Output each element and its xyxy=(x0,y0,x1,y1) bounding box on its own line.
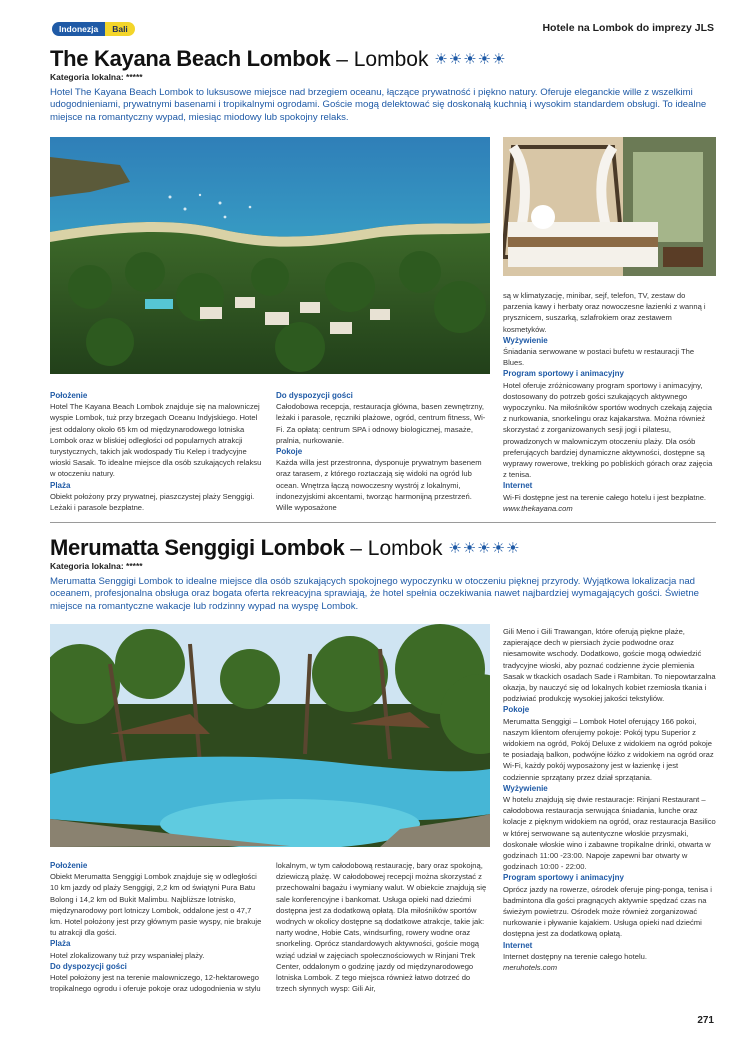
hotel-2-title xyxy=(50,535,521,562)
section-text: Obiekt Merumatta Senggigi Lombok znajduje się w odległości 10 km jazdy od plaży Senggigi, 2,2 km od świątyni Pura Batu Bolong i 14,2 km od Bukit Malimbu. Najbliższe lotnisko, międzynarodowy port lotniczy Lombok, oddalone jest o 47,7 km. Hotel położony jest przy głównym pasie wyspy, nie brakuje tu atrakcji dla gości. xyxy=(50,872,262,938)
section-heading: Program sportowy i animacyjny xyxy=(503,369,624,379)
section-heading: Położenie xyxy=(50,861,88,870)
section-heading: Pokoje xyxy=(503,705,530,715)
hotel-1-column-1 xyxy=(50,390,265,513)
section-text: Całodobowa recepcja, restauracja główna, basen zewnętrzny, leżaki i parasole, ręczniki plażowe, ogród, centrum fitness, Wi-Fi. Za opłatą: centrum SPA i odnowy biologicznej, masaże, pralnia, nurkowanie. xyxy=(276,402,486,445)
hotel-2-column-1 xyxy=(50,860,265,994)
section-text: lokalnym, w tym całodobową restaurację, bary oraz spokojną, dziewiczą plażę. W całodobowej recepcji można skorzystać z przechowalni bagażu i wymiany walut. W obiekcie znajdują się sale konferencyjne i bankomat. Usługa opieki nad dziećmi dostępna jest za dodatkową opłatą. Dla miłośników sportów wodnych w okolicy dostępne są dodatkowe atrakcje, takie jak: narty wodne, Hobie Cats, windsurfing, rowery wodne oraz snorkeling. Oprócz standardowych aktywności, goście mogą wziąć udział w zajęciach społecznościowych w Rinjani Trek Center, oddalonym o godzinę jazdy od międzynarodowego lotniska Lombok. Z tego miejsca również łatwo dotrzeć do trzech słynnych wysp: Gili Air, xyxy=(276,861,487,994)
section-text: Hotel położony jest na terenie malowniczego, 12-hektarowego tropikalnego ogrodu i oferuje pokoje oraz udogodnienia w stylu xyxy=(50,973,261,994)
section-text: Hotel zlokalizowany tuż przy wspaniałej plaży. xyxy=(50,950,205,960)
hotel-2-intro: Merumatta Senggigi Lombok to idealne miejsce dla osób szukających spokojnego wypoczynku w otoczeniu pięknej przyrody. Wyjątkowa lokalizacja nad oceanem, profesjonalna obsługa oraz bogata oferta rekreacyjna sprawiają, że hotel spełnia oczekiwania nawet najbardziej wymagających gości. Świetne miejsce na romantyczne wakacje lub rodzinny wypad na wyspę Lombok. xyxy=(50,576,700,612)
hotel-1-name: The Kayana Beach Lombok xyxy=(50,46,331,71)
section-heading: Pokoje xyxy=(276,447,303,457)
section-text: W hotelu znajdują się dwie restauracje: Rinjani Restaurant – całodobowa restauracja serwująca śniadania, lunche oraz kolacje z pięknym widokiem na ogród, oraz restauracja Basilico w której serwowane są autentyczne włoskie przysmaki, doskonałe włoskie wino i zabawne tropikalne drinki, otwarta w godzinach 11:00 -23:00. Napoje zapewni bar otwarty w godzinach 10:00 - 22:00. xyxy=(503,795,716,872)
section-text: Hotel The Kayana Beach Lombok znajduje się na malowniczej wyspie Lombok, tuż przy brzegach Oceanu Indyjskiego. Hotel jest oddalony około 65 km od międzynarodowego lotniska Lombok oraz w bliskiej odległości od popularnych atrakcji turystycznych, takich jak wodospady Tiu Kelep i tradycyjne wioski Sasak. To idealne miejsce dla osób szukających relaksu w otoczeniu natury. xyxy=(50,402,262,479)
section-heading: Wyżywienie xyxy=(503,335,548,345)
hotel-1-website-link[interactable]: www.thekayana.com xyxy=(503,503,573,513)
hotel-2-pool-photo xyxy=(50,624,490,847)
section-text: Obiekt położony przy prywatnej, piaszczystej plaży Senggigi. Leżaki i parasole bezpłatne. xyxy=(50,491,255,513)
section-heading: Plaża xyxy=(50,939,71,949)
section-text: Internet dostępny na terenie całego hotelu. xyxy=(503,951,647,961)
section-divider xyxy=(50,522,716,523)
hotel-1-room-photo xyxy=(503,137,716,276)
section-text: Merumatta Senggigi – Lombok Hotel oferujący 166 pokoi, naszym klientom oferujemy pokoje: Pokój typu Superior z widokiem na ogród, Pokój Deluxe z widokiem na ogród pokoje te posiadają balkon, podwójne łóżko z widokiem na ogród oraz Wi-Fi, każdy pokój wyposażony jest w łazienkę i jest codziennie sprzątany przez dział sprzątania. xyxy=(503,716,714,782)
hotel-1-category: Kategoria lokalna: ***** xyxy=(50,72,143,82)
section-heading: Internet xyxy=(503,481,533,491)
hotel-2-name: Merumatta Senggigi Lombok xyxy=(50,535,345,560)
region-tag[interactable]: Bali xyxy=(105,22,135,36)
section-heading: Do dyspozycji gości xyxy=(50,961,127,971)
section-heading: Do dyspozycji gości xyxy=(276,391,353,400)
section-text: Gili Meno i Gili Trawangan, które oferują piękne plaże, zapierające dech w piersiach życie podwodne oraz niesamowite wschody. Dodatkowo, goście mogą odwiedzić tradycyjne wioski, aby poznać codzienne życie plemienia Sasak w tkackich osadach Sade i Rambitan. To niepowtarzalna okazja, by nauczyć się od lokalnych kobiet rzemiosła tkania i podziwiać produkcję wysokiej jakości tekstyliów. xyxy=(503,627,716,704)
hotel-1-intro: Hotel The Kayana Beach Lombok to luksusowe miejsce nad brzegiem oceanu, łączące prywatność i piękno natury. Oferuje eleganckie wille z wszelkimi udogodnieniami, prywatnymi basenami i tropikalnymi ogrodami. Goście mogą delektować się doskonałą kuchnią i wysokim standardem obsługi. To idealne miejsce na romantyczny wypad, miesiąc miodowy lub spokojny relaks. xyxy=(50,87,707,123)
section-text: są w klimatyzację, minibar, sejf, telefon, TV, zestaw do parzenia kawy i herbaty oraz nowoczesne łazienki z wanną i prysznicem, suszarką, szlafrokiem oraz zestawem kosmetyków. xyxy=(503,291,706,334)
hotel-1-title xyxy=(50,46,507,73)
section-heading: Wyżywienie xyxy=(503,783,548,793)
hotel-2-website-link[interactable]: meruhotels.com xyxy=(503,963,558,973)
running-head: Hotele na Lombok do imprezy JLS xyxy=(542,22,714,34)
section-heading: Program sportowy i animacyjny xyxy=(503,873,624,883)
country-tag[interactable]: Indonezja xyxy=(52,22,105,36)
page-number: 271 xyxy=(697,1015,714,1026)
hotel-2-stars: ☀☀☀☀☀ xyxy=(448,540,521,557)
section-heading: Internet xyxy=(503,940,533,950)
section-heading: Położenie xyxy=(50,391,88,400)
section-text: Wi-Fi dostępne jest na terenie całego hotelu i jest bezpłatne. xyxy=(503,492,707,502)
section-text: Hotel oferuje zróżnicowany program sportowy i animacyjny, dostosowany do potrzeb gości szukających aktywnego wypoczynku. Na miłośników sportów wodnych czekają zajęcia z nurkowania, snorkelingu oraz kajakarstwa. Można również skorzystać z zorganizowanych sesji jogi i pilatesu, prowadzonych w malowniczym otoczeniu plaży. Dla osób preferujących bardziej dynamiczne aktywności, dostępne są wyprawy rowerowe, trekking po pobliskich górach oraz zajęcia z tenisa. xyxy=(503,380,713,480)
section-text: Oprócz jazdy na rowerze, ośrodek oferuje ping-ponga, tenisa i badmintona dla gości pragnących aktywnie spędzać czas na świeżym powietrzu. Ośrodek może również zorganizować nurkowanie i pływanie kajakiem. Usługa opieki nad dziećmi dostępna jest za dodatkową opłatą. xyxy=(503,884,712,939)
hotel-1-aerial-photo xyxy=(50,137,490,374)
hotel-1-stars: ☀☀☀☀☀ xyxy=(434,51,507,68)
hotel-1-location: – Lombok xyxy=(330,48,435,71)
destination-tags xyxy=(52,22,135,36)
section-heading: Plaża xyxy=(50,480,71,490)
hotel-1-column-3 xyxy=(503,290,716,514)
hotel-2-category: Kategoria lokalna: ***** xyxy=(50,561,143,571)
hotel-2-column-3 xyxy=(503,626,716,973)
hotel-2-column-2 xyxy=(276,860,490,994)
hotel-2-location: – Lombok xyxy=(344,537,449,560)
section-text: Śniadania serwowane w postaci bufetu w restauracji The Blues. xyxy=(503,347,695,368)
hotel-1-column-2 xyxy=(276,390,490,513)
section-text: Każda willa jest przestronna, dysponuje prywatnym basenem oraz tarasem, z którego roztaczają się widoki na ogród lub ocean. Wnętrza łączą nowoczesny wystrój z lokalnymi, indonezyjskimi akcentami, tworząc harmonijną przestrzeń. Wille wyposażone xyxy=(276,458,482,513)
